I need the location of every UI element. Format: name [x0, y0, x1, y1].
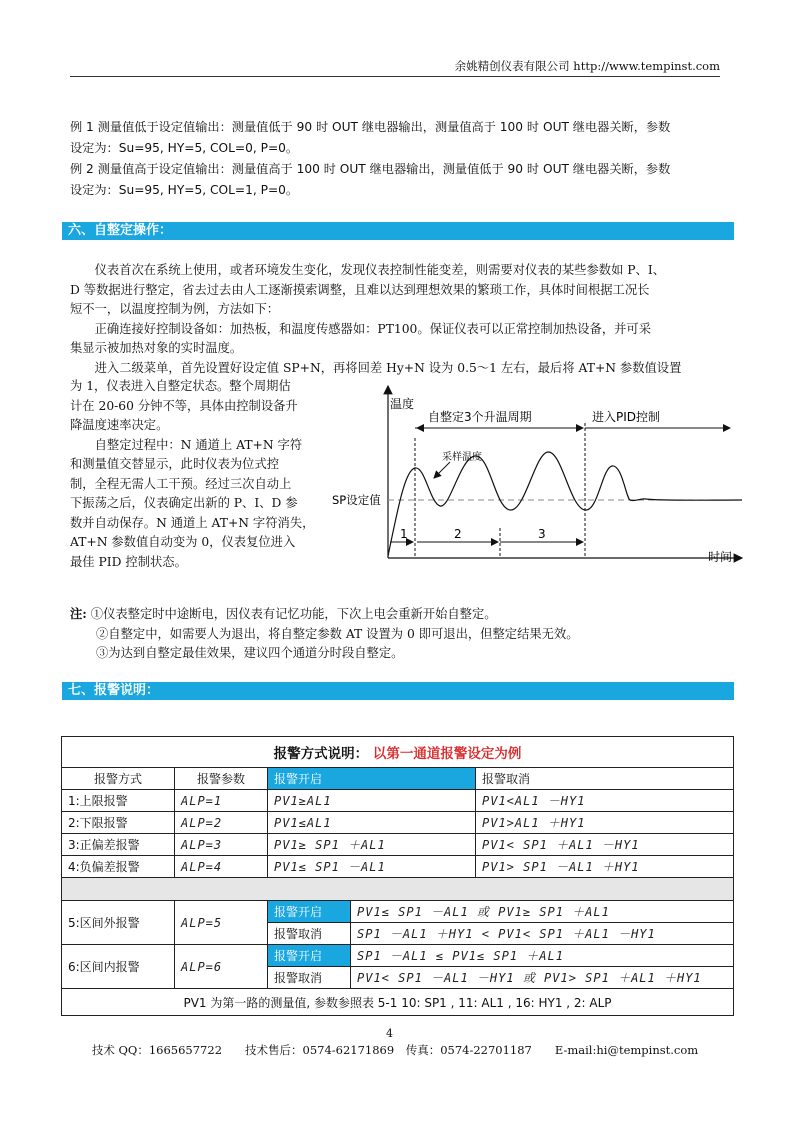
- y-axis-label: 温度: [390, 397, 415, 411]
- alarm-mode: 2:下限报警: [62, 812, 175, 834]
- alarm-off: SP1 －AL1 ＋HY1 < PV1< SP1 ＋AL1 －HY1: [351, 923, 734, 945]
- alarm-off: PV1< SP1 ＋AL1 －HY1: [476, 834, 734, 856]
- sample-arrow: [434, 462, 450, 478]
- alarm-on: PV1≤AL1: [268, 812, 476, 834]
- table-row: [62, 856, 734, 878]
- alarm-on: PV1≥AL1: [268, 790, 476, 812]
- table-footer-row: [62, 989, 734, 1016]
- alarm-mode: 6:区间内报警: [62, 945, 175, 989]
- alarm-title-red: 以第一通道报警设定为例: [372, 746, 522, 762]
- example-1-line-2: 设定为：Su=95, HY=5, COL=0, P=0。: [70, 141, 299, 155]
- section-7-heading: 七、报警说明：: [62, 682, 734, 700]
- table-spacer: [62, 878, 734, 901]
- alarm-param: ALP=6: [175, 945, 268, 989]
- process-line: 最佳 PID 控制状态。: [70, 554, 187, 569]
- alarm-mode: 5:区间外报警: [62, 901, 175, 945]
- alarm-table: [61, 736, 734, 901]
- period-label: 2: [454, 527, 462, 541]
- table-row: [62, 812, 734, 834]
- alarm-title: [62, 737, 734, 768]
- alarm-title-row: [62, 737, 734, 768]
- process-line: 制，全程无需人工干预。经过三次自动上: [70, 476, 292, 491]
- process-line: 数并自动保存。N 通道上 AT+N 字符消失，: [70, 515, 315, 530]
- alarm-param: ALP=3: [175, 834, 268, 856]
- page-footer: 技术 QQ：1665657722 技术售后：0574-62171869 传真：0574-22701187 E-mail:hi@tempinst.com: [91, 1043, 699, 1057]
- process-line: 计在 20-60 分钟不等，具体由控制设备升: [70, 398, 298, 413]
- note-label: 注:: [70, 606, 87, 621]
- alarm-param: ALP=1: [175, 790, 268, 812]
- alarm-mode: 4:负偏差报警: [62, 856, 175, 878]
- sample-label: 采样温度: [442, 452, 482, 463]
- alarm-off-label: 报警取消: [268, 967, 351, 989]
- alarm-footer: PV1 为第一路的测量值, 参数参照表 5-1 10: SP1 , 11: AL1 , 16: HY1 , 2: ALP: [62, 989, 734, 1016]
- period-label: 3: [538, 527, 546, 541]
- notes-block: [70, 604, 730, 664]
- process-line: 和测量值交替显示，此时仪表为位式控: [70, 457, 280, 471]
- section-6-process: [70, 377, 360, 572]
- x-axis-label: 时间: [708, 550, 733, 564]
- alarm-on: SP1 －AL1 ≤ PV1≤ SP1 ＋AL1: [351, 945, 734, 967]
- section-6-intro: [70, 261, 730, 378]
- alarm-param: ALP=5: [175, 901, 268, 945]
- intro-line: D 等数据进行整定，省去过去由人工逐渐摸索调整，且难以达到理想效果的繁琐工作，具体时间根据工况长: [70, 282, 650, 297]
- intro-line: 短不一，以温度控制为例，方法如下：: [70, 302, 280, 316]
- note-line: ②自整定中，如需要人为退出，将自整定参数 AT 设置为 0 即可退出，但整定结果无效。: [96, 626, 579, 641]
- alarm-param: ALP=4: [175, 856, 268, 878]
- alarm-off: PV1< SP1 －AL1 －HY1 或 PV1> SP1 ＋AL1 ＋HY1: [351, 967, 734, 989]
- alarm-off: PV1>AL1 ＋HY1: [476, 812, 734, 834]
- process-line: 为 1，仪表进入自整定状态。整个周期估: [70, 379, 291, 393]
- alarm-on-label: 报警开启: [268, 901, 351, 923]
- col-header: 报警参数: [175, 768, 268, 790]
- table-row: [62, 834, 734, 856]
- alarm-on: PV1≥ SP1 ＋AL1: [268, 834, 476, 856]
- process-line: AT+N 参数值自动变为 0，仪表复位进入: [70, 535, 296, 549]
- alarm-off-label: 报警取消: [268, 923, 351, 945]
- alarm-off: PV1<AL1 －HY1: [476, 790, 734, 812]
- col-header: 报警取消: [476, 768, 734, 790]
- intro-line: 集显示被加热对象的实时温度。: [70, 341, 243, 355]
- header-divider: [70, 76, 720, 77]
- intro-line: 进入二级菜单，首先设置好设定值 SP+N，再将回差 Hy+N 设为 0.5～1 左右，最后将 AT+N 参数值设置: [70, 360, 682, 375]
- alarm-on: PV1≤ SP1 －AL1: [268, 856, 476, 878]
- alarm-table-range: [61, 900, 734, 1016]
- alarm-mode: 3:正偏差报警: [62, 834, 175, 856]
- phase1-label: 自整定3个升温周期: [428, 410, 532, 424]
- setpoint-label: SP设定值: [332, 493, 381, 507]
- note-line: [70, 604, 730, 625]
- note-text: ①仪表整定时中途断电，因仪表有记忆功能，下次上电会重新开始自整定。: [90, 607, 497, 621]
- alarm-param: ALP=2: [175, 812, 268, 834]
- intro-line: 仪表首次在系统上使用，或者环境发生变化，发现仪表控制性能变差，则需要对仪表的某些参数如 P、I、: [70, 263, 665, 277]
- autotune-chart: [330, 378, 750, 578]
- intro-line: 正确连接好控制设备如：加热板，和温度传感器如：PT100。保证仪表可以正常控制加热设备，并可采: [70, 321, 652, 336]
- table-row: [62, 945, 734, 967]
- section-6-heading: 六、自整定操作：: [62, 222, 734, 240]
- example-2-line-1: 例 2 测量值高于设定值输出：测量值高于 100 时 OUT 继电器输出，测量值低于 90 时 OUT 继电器关断，参数: [70, 162, 671, 176]
- alarm-on-label: 报警开启: [268, 945, 351, 967]
- table-spacer-row: [62, 878, 734, 901]
- example-1-line-1: 例 1 测量值低于设定值输出：测量值低于 90 时 OUT 继电器输出，测量值高于 100 时 OUT 继电器关断，参数: [70, 120, 671, 134]
- phase2-label: 进入PID控制: [592, 410, 661, 424]
- process-line: 下振荡之后，仪表确定出新的 P、I、D 参: [70, 496, 298, 510]
- alarm-off: PV1> SP1 －AL1 ＋HY1: [476, 856, 734, 878]
- alarm-header-row: [62, 768, 734, 790]
- alarm-mode: 1:上限报警: [62, 790, 175, 812]
- col-header: 报警开启: [268, 768, 476, 790]
- example-2-line-2: 设定为：Su=95, HY=5, COL=1, P=0。: [70, 183, 299, 197]
- process-line: 自整定过程中：N 通道上 AT+N 字符: [70, 437, 303, 452]
- process-line: 降温度速率决定。: [70, 418, 169, 432]
- temperature-curve: [388, 452, 742, 556]
- table-row: [62, 790, 734, 812]
- alarm-title-text: 报警方式说明：: [273, 746, 369, 762]
- page-header: 余姚精创仪表有限公司 http://www.tempinst.com: [454, 59, 720, 73]
- page-number: 4: [386, 1027, 393, 1040]
- alarm-on: PV1≤ SP1 －AL1 或 PV1≥ SP1 ＋AL1: [351, 901, 734, 923]
- table-row: [62, 901, 734, 923]
- col-header: 报警方式: [62, 768, 175, 790]
- note-line: ③为达到自整定最佳效果，建议四个通道分时段自整定。: [96, 646, 404, 660]
- period-label: 1: [400, 527, 408, 541]
